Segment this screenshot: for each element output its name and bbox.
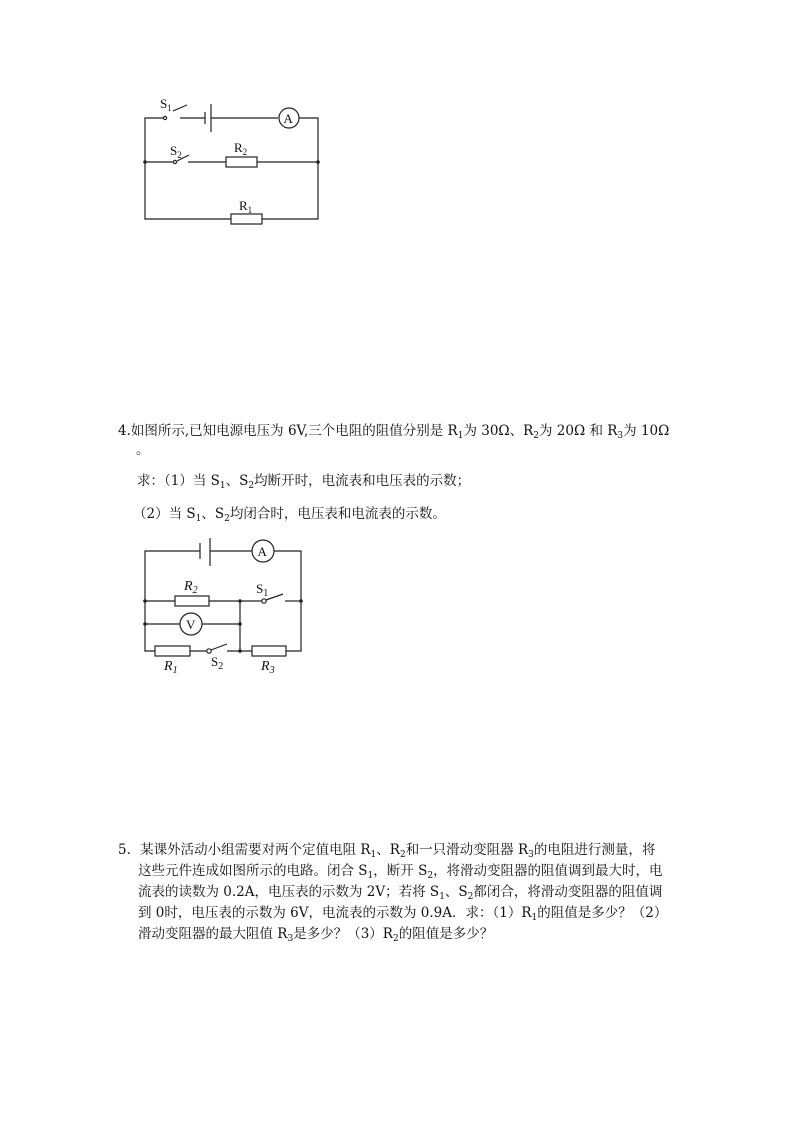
- subscript: 1: [219, 481, 226, 491]
- question-5-line: [118, 842, 655, 858]
- junction-dot: [299, 599, 303, 603]
- text-segment: 为 30Ω、R: [463, 423, 534, 439]
- junction-dot: [238, 599, 242, 603]
- subscript: 2: [248, 481, 255, 491]
- label-s2: $S_2$: [170, 143, 182, 160]
- label-r2: $R_2$: [234, 140, 248, 157]
- subscript: 1: [370, 850, 377, 860]
- question-5-line: [138, 884, 662, 900]
- subscript: 2: [392, 934, 399, 944]
- text-segment: 滑动变阻器的最大阻值 R: [138, 926, 288, 942]
- text-segment: 的电阻进行测量，将: [533, 842, 656, 858]
- label-s1: $S_1$: [160, 96, 172, 113]
- junction-dot: [143, 622, 147, 626]
- text-segment: 都闭合，将滑动变阻器的阻值调: [473, 884, 663, 900]
- subscript: 1: [195, 514, 202, 524]
- text-segment: （2）当 S: [133, 506, 196, 522]
- subscript: 2: [533, 431, 539, 441]
- text-segment: 求：（1）当 S: [137, 473, 220, 489]
- subscript: 3: [617, 431, 624, 441]
- label-s2: $S_2$: [211, 654, 224, 672]
- resistor-r3: [252, 646, 286, 656]
- question-4-line: [136, 442, 150, 458]
- text-segment: 。: [136, 442, 150, 458]
- junction-dot: [238, 622, 242, 626]
- switch-pivot: [207, 649, 211, 653]
- label-s1: $S_1$: [256, 581, 269, 599]
- subscript: 2: [224, 514, 230, 524]
- ammeter-label: A: [283, 111, 293, 126]
- ammeter-label: A: [257, 544, 267, 559]
- text-segment: 、R: [376, 842, 400, 858]
- subscript: 2: [467, 892, 474, 902]
- junction-dot: [143, 599, 147, 603]
- text-segment: 、S: [444, 884, 468, 900]
- subscript: 1: [531, 913, 538, 923]
- text-segment: 5．某课外活动小组需要对两个定值电阻 R: [118, 842, 371, 858]
- subscript: 3: [528, 850, 534, 860]
- label-r1: $R_1$: [164, 659, 178, 676]
- question-5-line: [138, 863, 663, 879]
- switch-pivot: [262, 599, 266, 603]
- subscript: 1: [367, 871, 374, 881]
- text-segment: 的阻值是多少？（2）: [537, 905, 668, 921]
- subscript: 1: [457, 431, 464, 441]
- text-segment: ，断开 S: [373, 863, 428, 879]
- resistor-r1: [155, 646, 190, 656]
- question-4-line: [118, 423, 669, 439]
- text-segment: 到 0时，电压表的示数为 6V，电流表的示数为 0.9A．求：（1）R: [138, 905, 532, 921]
- question-5-line: [138, 905, 667, 921]
- text-segment: 是多少？（3）R: [293, 926, 393, 942]
- question-5-line: [138, 926, 493, 942]
- text-segment: 4.如图所示,已知电源电压为 6V,三个电阻的阻值分别是 R: [118, 423, 458, 439]
- text-segment: 流表的读数为 0.2A，电压表的示数为 2V；若将 S: [138, 884, 440, 900]
- switch-s2-icon: [211, 644, 227, 650]
- text-segment: 这些元件连成如图所示的电路。闭合 S: [138, 863, 368, 879]
- text-segment: 、S: [225, 473, 249, 489]
- label-r2: $R_2$: [184, 579, 198, 596]
- label-r3: $R_3$: [261, 659, 275, 676]
- subscript: 2: [427, 871, 434, 881]
- junction-dot: [238, 649, 242, 653]
- resistor-r2: [175, 596, 209, 606]
- subscript: 1: [439, 892, 445, 902]
- label-r1: $R_1$: [239, 198, 253, 215]
- text-segment: 、S: [201, 506, 225, 522]
- text-segment: 为 20Ω 和 R: [539, 423, 618, 439]
- text-segment: 的阻值是多少？: [398, 926, 494, 942]
- text-segment: 和一只滑动变阻器 R: [405, 842, 529, 858]
- text-segment: ，将滑动变阻器的阻值调到最大时，电: [433, 863, 663, 879]
- subscript: 2: [399, 850, 406, 860]
- question-4-part1: [137, 473, 470, 489]
- text-segment: 均闭合时，电压表和电流表的示数。: [229, 506, 446, 522]
- text-segment: 为 10Ω: [623, 423, 670, 439]
- subscript: 3: [287, 934, 294, 944]
- question-4-part2: [133, 506, 446, 522]
- voltmeter-label: V: [186, 617, 196, 632]
- text-segment: 均断开时，电流表和电压表的示数；: [254, 473, 471, 489]
- switch-s1-icon: [266, 594, 283, 600]
